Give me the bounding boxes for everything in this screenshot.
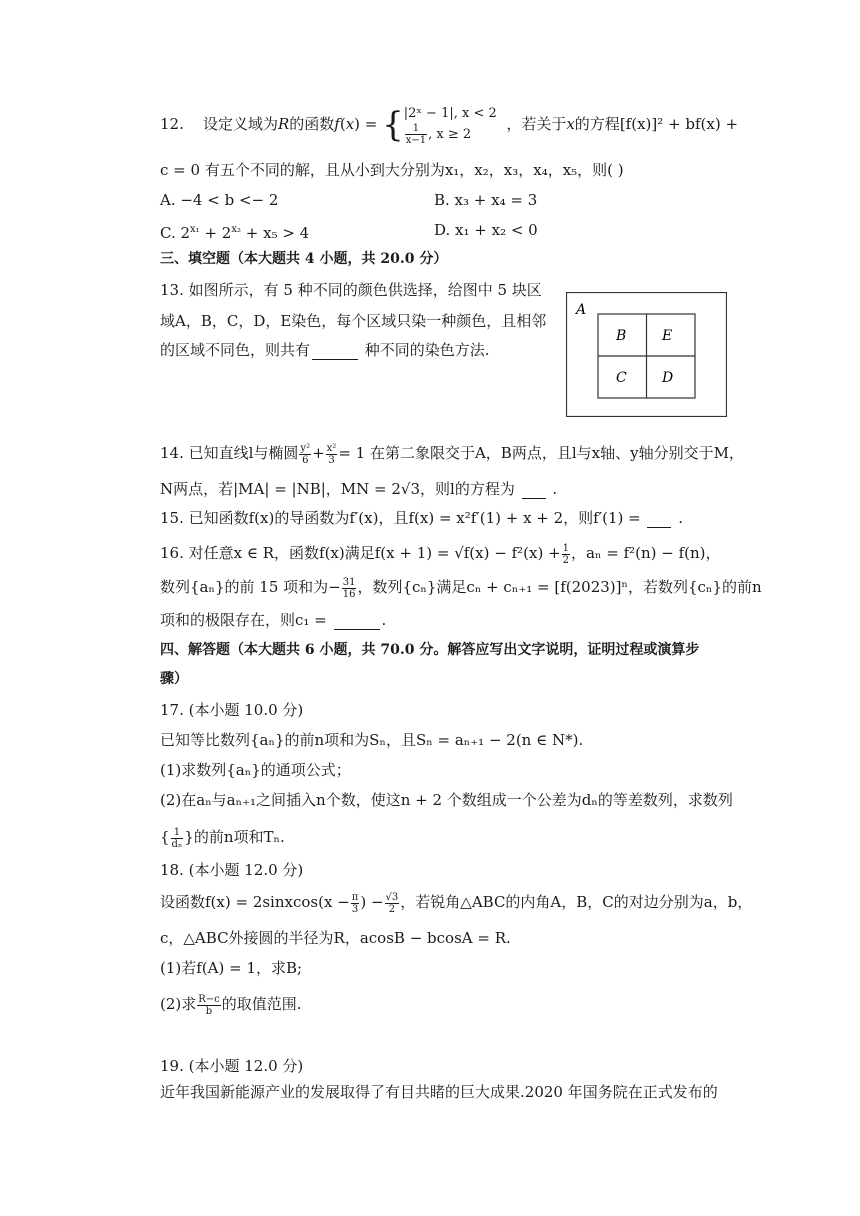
q12-stem-b: R — [277, 115, 290, 133]
q12-line2: c = 0 有五个不同的解，且从小到大分别为x₁，x₂，x₃，x₄，x₅，则( ) — [160, 161, 624, 179]
q12-piecewise: |2ˣ − 1|, x < 2 $\frac{1}{x-1}$ , x ≥ 2 — [403, 105, 497, 146]
q12-option-d: D. x₁ + x₂ < 0 — [434, 221, 538, 239]
q12-option-b: B. x₃ + x₄ = 3 — [434, 191, 538, 209]
region-a-label: A — [576, 302, 587, 318]
q12-stem-c: 的函数 — [289, 115, 335, 133]
q17-line2: (1)求数列{aₙ}的通项公式； — [160, 761, 351, 779]
q13-line2: 域A，B，C，D，E染色，每个区域只染一种颜色，且相邻 — [160, 312, 547, 330]
q18-line3: (1)若f(A) = 1，求B; — [160, 959, 303, 977]
q14-line1: 14. 已知直线l与椭圆 $\frac{\text{y²}}{6}$ + $\frac{\text{x²}}{3}$ = 1 在第二象限交于A，B两点，且l与x轴、y轴分别交于M， — [160, 442, 744, 466]
section-4-heading-line2: 骤） — [160, 671, 188, 687]
q12-line1: 12. 设定义域为R的函数f(x) = { |2ˣ − 1|, x < 2 $\frac{1}{x-1}$ , x ≥ 2 ，若关于x的方程[f(x)]² + bf(x) + — [160, 105, 739, 146]
q12-stem-d: ，若关于 — [506, 115, 567, 133]
q15-line: 15. 已知函数f(x)的导函数为f′(x)，且f(x) = x²f′(1) + x + 2，则f′(1) = . — [160, 509, 684, 527]
q17-line3: (2)在aₙ与aₙ₊₁之间插入n个数，使这n + 2 个数组成一个公差为dₙ的等差数列，求数列 — [160, 791, 733, 809]
q12-stem-a: 设定义域为 — [202, 115, 278, 133]
q18-line4: (2)求 $\frac{R-c}{b}$ 的取值范围. — [160, 993, 302, 1017]
q13-answer-blank — [312, 345, 358, 360]
q12-option-a: A. −4 < b <− 2 — [160, 191, 279, 209]
q13-line1: 13. 如图所示，有 5 种不同的颜色供选择，给图中 5 块区 — [160, 281, 542, 299]
q13-line3: 的区域不同色，则共有 种不同的染色方法. — [160, 341, 490, 359]
region-c-label: C — [616, 370, 627, 386]
q12-option-c: C. $2^{x_1} + 2^{x_2} + x_5 > 4$ — [160, 224, 310, 242]
q17-line1: 已知等比数列{aₙ}的前n项和为Sₙ，且Sₙ = aₙ₊₁ − 2(n ∈ N*). — [160, 731, 584, 749]
q19-heading: 19. (本小题 12.0 分) — [160, 1057, 304, 1075]
region-d-label: D — [662, 370, 674, 386]
q12-number: 12. — [160, 115, 184, 133]
q14-line2: N两点，若|MA| = |NB|，MN = 2√3，则l的方程为 . — [160, 480, 558, 498]
q16-line1: 16. 对任意x ∈ R，函数f(x)满足f(x + 1) = √f(x) − f²(x) + $\frac{1}{2}$ ，aₙ = f²(n) − f(n)， — [160, 542, 721, 566]
q17-line4: { $\frac{1}{\text{dₙ}}$ }的前n项和Tₙ. — [160, 826, 285, 850]
q16-line2: 数列{aₙ}的前 15 项和为− $\frac{31}{16}$ ，数列{cₙ}满足cₙ + cₙ₊₁ = [f(2023)]ⁿ，若数列{cₙ}的前n — [160, 576, 762, 600]
q18-line1: 设函数f(x) = 2sinxcos(x − $\frac{\pi}{3}$ ) − $\frac{√3}{2}$ ，若锐角△ABC的内角A，B，C的对边分别为a，b， — [160, 891, 753, 915]
q12-eq-tail: + bf(x) + — [668, 115, 739, 133]
q18-heading: 18. (本小题 12.0 分) — [160, 861, 304, 879]
q13-coloring-figure — [566, 292, 727, 417]
section-4-heading-line1: 四、解答题（本大题共 6 小题，共 70.0 分。解答应写出文字说明，证明过程或演算步 — [160, 642, 700, 658]
q16-line3: 项和的极限存在，则c₁ = . — [160, 611, 387, 629]
q12-brace: { — [382, 105, 404, 145]
q14-answer-blank — [522, 484, 546, 499]
region-e-label: E — [662, 328, 673, 344]
q17-heading: 17. (本小题 10.0 分) — [160, 701, 304, 719]
q16-answer-blank — [334, 615, 380, 630]
q18-line2: c，△ABC外接圆的半径为R，acosB − bcosA = R. — [160, 929, 511, 947]
q12-stem-f: 的方程 — [574, 115, 620, 133]
q15-answer-blank — [647, 513, 671, 528]
section-3-heading: 三、填空题（本大题共 4 小题，共 20.0 分） — [160, 251, 448, 267]
region-b-label: B — [616, 328, 627, 344]
q19-line1: 近年我国新能源产业的发展取得了有目共睹的巨大成果.2020 年国务院在正式发布的 — [160, 1083, 718, 1101]
